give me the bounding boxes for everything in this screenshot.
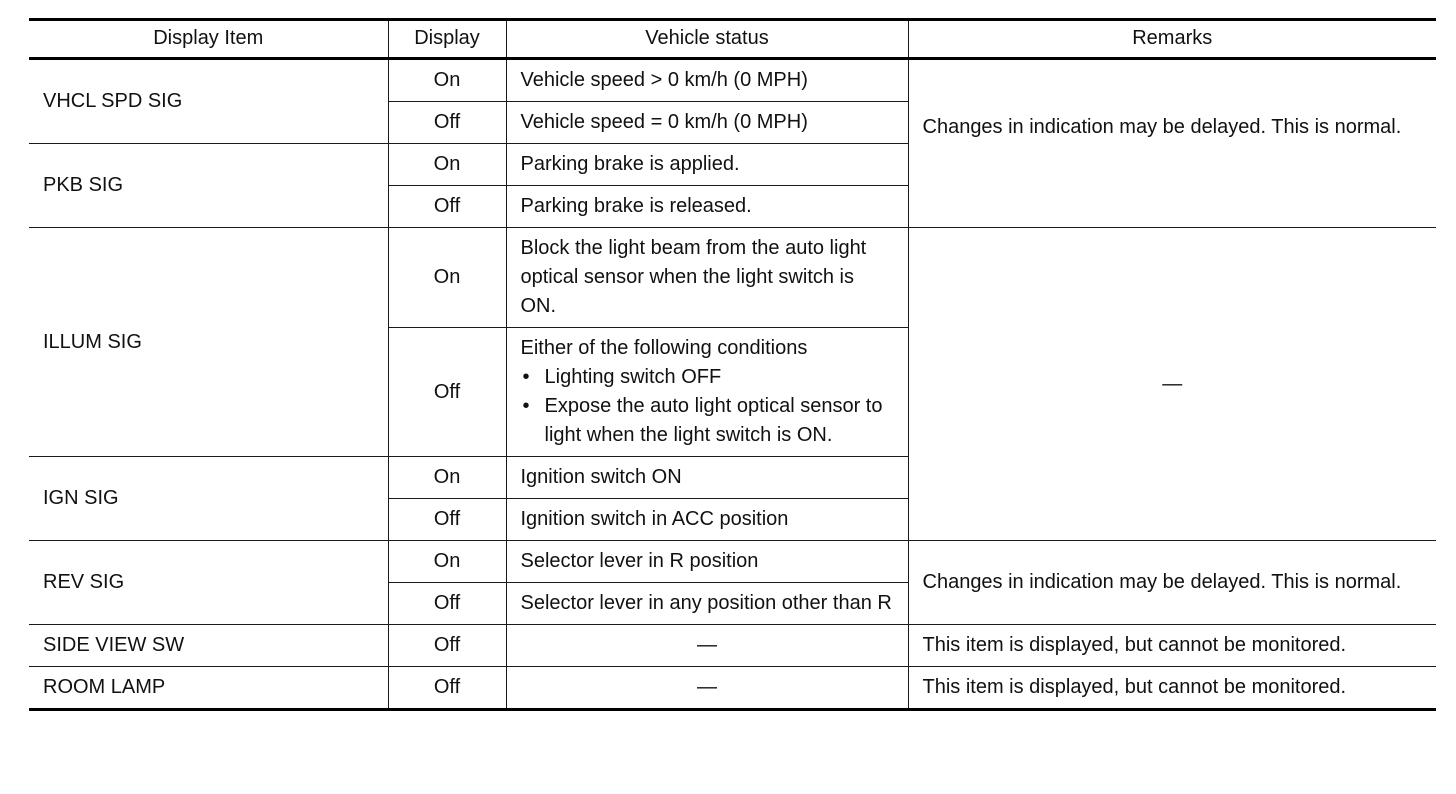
vehicle-status: Selector lever in any position other than R — [506, 583, 908, 625]
item-ign-sig: IGN SIG — [29, 457, 388, 541]
item-side-view-sw: SIDE VIEW SW — [29, 625, 388, 667]
remarks-speed-parking: Changes in indication may be delayed. This is normal. — [908, 59, 1436, 228]
table-header-row — [29, 20, 1436, 59]
item-pkb-sig: PKB SIG — [29, 144, 388, 228]
display-value: Off — [388, 667, 506, 710]
vehicle-status: — — [506, 667, 908, 710]
remarks-illum-ign: — — [908, 228, 1436, 541]
header-display: Display — [388, 20, 506, 59]
vehicle-status: Selector lever in R position — [506, 541, 908, 583]
header-remarks: Remarks — [908, 20, 1436, 59]
vehicle-status: — — [506, 625, 908, 667]
table-row — [29, 625, 1436, 667]
status-intro: Either of the following conditions — [520, 337, 808, 359]
item-room-lamp: ROOM LAMP — [29, 667, 388, 710]
header-vehicle-status: Vehicle status — [506, 20, 908, 59]
vehicle-status: Ignition switch in ACC position — [506, 499, 908, 541]
display-value: Off — [388, 328, 506, 457]
table-row — [29, 667, 1436, 710]
header-display-item: Display Item — [29, 20, 388, 59]
display-value: Off — [388, 625, 506, 667]
status-bullet: • Expose the auto light optical sensor to light when the light switch is ON. — [521, 392, 894, 450]
vehicle-status: Parking brake is released. — [506, 186, 908, 228]
display-value: On — [388, 541, 506, 583]
status-bullet: • Lighting switch OFF — [521, 363, 894, 392]
vehicle-status: Ignition switch ON — [506, 457, 908, 499]
vehicle-status: Vehicle speed > 0 km/h (0 MPH) — [506, 59, 908, 102]
remarks-not-monitored: This item is displayed, but cannot be monitored. — [908, 625, 1436, 667]
remarks-reverse: Changes in indication may be delayed. This is normal. — [908, 541, 1436, 625]
vehicle-status — [506, 328, 908, 457]
display-value: Off — [388, 186, 506, 228]
display-value: On — [388, 457, 506, 499]
display-value: Off — [388, 102, 506, 144]
monitor-item-table — [29, 18, 1436, 711]
display-value: On — [388, 228, 506, 328]
display-value: On — [388, 59, 506, 102]
table-row — [29, 541, 1436, 583]
display-value: On — [388, 144, 506, 186]
item-illum-sig: ILLUM SIG — [29, 228, 388, 457]
table-row — [29, 228, 1436, 328]
item-rev-sig: REV SIG — [29, 541, 388, 625]
vehicle-status: Parking brake is applied. — [506, 144, 908, 186]
status-bullet-list — [521, 363, 894, 450]
vehicle-status: Vehicle speed = 0 km/h (0 MPH) — [506, 102, 908, 144]
remarks-not-monitored: This item is displayed, but cannot be monitored. — [908, 667, 1436, 710]
item-vhcl-spd-sig: VHCL SPD SIG — [29, 59, 388, 144]
vehicle-status: Block the light beam from the auto light optical sensor when the light switch is ON. — [506, 228, 908, 328]
display-value: Off — [388, 499, 506, 541]
table-row — [29, 59, 1436, 102]
display-value: Off — [388, 583, 506, 625]
